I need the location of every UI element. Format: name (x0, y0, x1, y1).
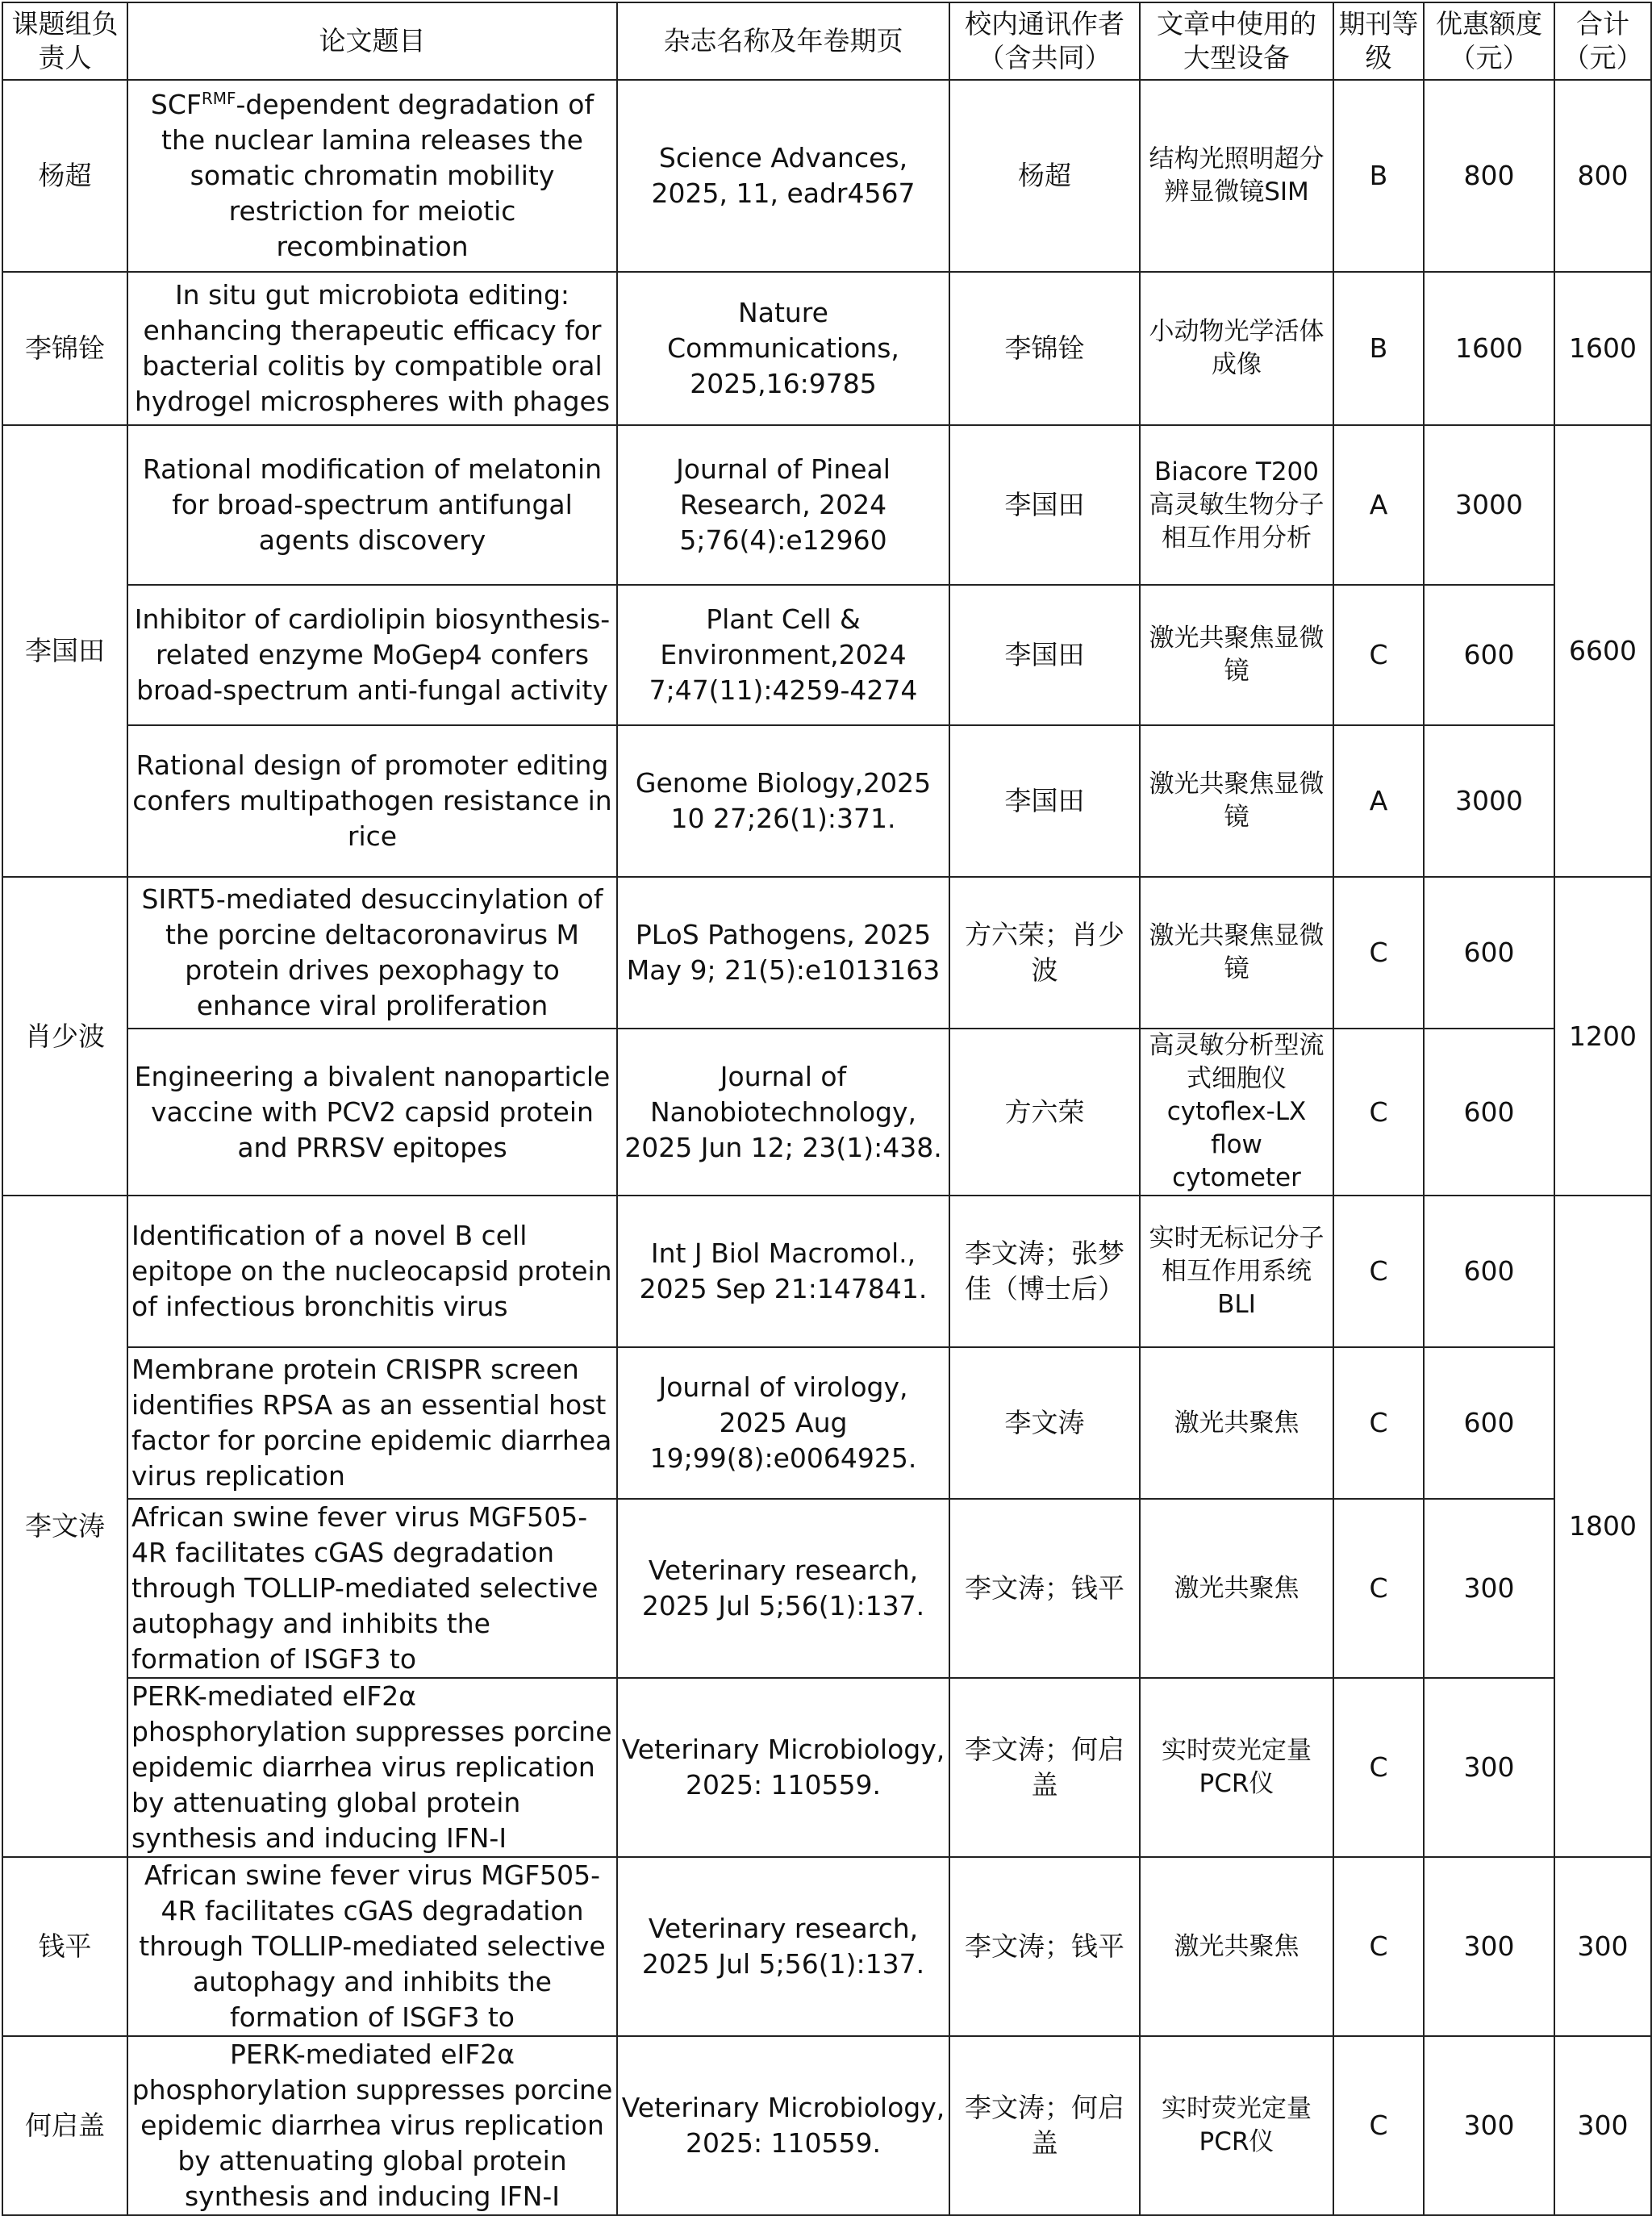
equipment-cell: 激光共聚焦 (1140, 1499, 1333, 1678)
table-row (2, 1678, 1651, 1857)
total-cell: 300 (1554, 2036, 1651, 2215)
leader-cell: 肖少波 (2, 877, 127, 1196)
journal-cell: Nature Communications, 2025,16:9785 (617, 272, 949, 425)
equipment-cell: 实时无标记分子相互作用系统BLI (1140, 1196, 1333, 1347)
header-corresponding: 校内通讯作者（含共同） (949, 2, 1140, 80)
corresponding-cell: 李锦铨 (949, 272, 1140, 425)
equipment-cell: Biacore T200 高灵敏生物分子相互作用分析 (1140, 425, 1333, 585)
table-row (2, 1857, 1651, 2036)
title-cell: Rational modification of melatonin for broad-spectrum antifungal agents discovery (127, 425, 617, 585)
table-row (2, 2036, 1651, 2215)
discount-cell: 600 (1424, 585, 1554, 725)
discount-cell: 300 (1424, 1857, 1554, 2036)
equipment-cell: 结构光照明超分辨显微镜SIM (1140, 80, 1333, 272)
discount-cell: 600 (1424, 1347, 1554, 1499)
equipment-cell: 激光共聚焦显微镜 (1140, 585, 1333, 725)
papers-table (2, 2, 1652, 2216)
header-equipment: 文章中使用的大型设备 (1140, 2, 1333, 80)
equipment-cell: 激光共聚焦显微镜 (1140, 877, 1333, 1029)
total-cell: 1800 (1554, 1196, 1651, 1857)
journal-cell: Journal of virology, 2025 Aug 19;99(8):e0064925. (617, 1347, 949, 1499)
equipment-cell: 高灵敏分析型流式细胞仪cytoflex-LX flow cytometer (1140, 1029, 1333, 1196)
total-cell: 1600 (1554, 272, 1651, 425)
table-row (2, 272, 1651, 425)
discount-cell: 300 (1424, 1678, 1554, 1857)
corresponding-cell: 李文涛；何启盖 (949, 2036, 1140, 2215)
leader-cell: 杨超 (2, 80, 127, 272)
grade-cell: A (1333, 425, 1424, 585)
header-title: 论文题目 (127, 2, 617, 80)
total-cell: 300 (1554, 1857, 1651, 2036)
title-cell: Rational design of promoter editing confers multipathogen resistance in rice (127, 725, 617, 877)
title-cell: Membrane protein CRISPR screen identifies RPSA as an essential host factor for porcine epidemic diarrhea virus replication (127, 1347, 617, 1499)
grade-cell: A (1333, 725, 1424, 877)
table-row (2, 1196, 1651, 1347)
journal-cell: Plant Cell & Environment,2024 7;47(11):4259-4274 (617, 585, 949, 725)
grade-cell: C (1333, 877, 1424, 1029)
equipment-cell: 激光共聚焦显微镜 (1140, 725, 1333, 877)
header-row (2, 2, 1651, 80)
total-cell: 6600 (1554, 425, 1651, 877)
equipment-cell: 激光共聚焦 (1140, 1347, 1333, 1499)
grade-cell: C (1333, 1678, 1424, 1857)
journal-cell: Journal of Nanobiotechnology, 2025 Jun 12; 23(1):438. (617, 1029, 949, 1196)
grade-cell: C (1333, 585, 1424, 725)
corresponding-cell: 李国田 (949, 585, 1140, 725)
grade-cell: C (1333, 2036, 1424, 2215)
discount-cell: 300 (1424, 2036, 1554, 2215)
table-row (2, 877, 1651, 1029)
leader-cell: 李文涛 (2, 1196, 127, 1857)
total-cell: 1200 (1554, 877, 1651, 1196)
equipment-cell: 实时荧光定量PCR仪 (1140, 2036, 1333, 2215)
grade-cell: C (1333, 1029, 1424, 1196)
table-row (2, 80, 1651, 272)
discount-cell: 600 (1424, 877, 1554, 1029)
journal-cell: Veterinary Microbiology, 2025: 110559. (617, 2036, 949, 2215)
title-text: -dependent degradation of the nuclear lamina releases the somatic chromatin mobility restriction for meiotic recombination (161, 89, 594, 262)
title-cell: Engineering a bivalent nanoparticle vaccine with PCV2 capsid protein and PRRSV epitopes (127, 1029, 617, 1196)
journal-cell: PLoS Pathogens, 2025 May 9; 21(5):e1013163 (617, 877, 949, 1029)
journal-cell: Genome Biology,2025 10 27;26(1):371. (617, 725, 949, 877)
journal-cell: Int J Biol Macromol., 2025 Sep 21:147841. (617, 1196, 949, 1347)
journal-cell: Science Advances, 2025, 11, eadr4567 (617, 80, 949, 272)
table-row (2, 585, 1651, 725)
header-total: 合计（元） (1554, 2, 1651, 80)
discount-cell: 600 (1424, 1196, 1554, 1347)
grade-cell: C (1333, 1347, 1424, 1499)
table-row (2, 1347, 1651, 1499)
corresponding-cell: 方六荣 (949, 1029, 1140, 1196)
equipment-cell: 激光共聚焦 (1140, 1857, 1333, 2036)
corresponding-cell: 方六荣；肖少波 (949, 877, 1140, 1029)
header-discount: 优惠额度（元） (1424, 2, 1554, 80)
corresponding-cell: 李文涛；张梦佳（博士后） (949, 1196, 1140, 1347)
table-row (2, 1029, 1651, 1196)
journal-cell: Journal of Pineal Research, 2024 5;76(4):e12960 (617, 425, 949, 585)
discount-cell: 1600 (1424, 272, 1554, 425)
leader-cell: 李国田 (2, 425, 127, 877)
journal-cell: Veterinary research, 2025 Jul 5;56(1):137. (617, 1857, 949, 2036)
header-journal: 杂志名称及年卷期页 (617, 2, 949, 80)
discount-cell: 600 (1424, 1029, 1554, 1196)
title-cell: African swine fever virus MGF505-4R facilitates cGAS degradation through TOLLIP-mediated selective autophagy and inhibits the formation of ISGF3 to (127, 1857, 617, 2036)
corresponding-cell: 李文涛；何启盖 (949, 1678, 1140, 1857)
title-prefix: SCF (150, 89, 202, 120)
title-cell: PERK-mediated eIF2α phosphorylation suppresses porcine epidemic diarrhea virus replication by attenuating global protein synthesis and inducing IFN-I (127, 1678, 617, 1857)
title-cell: SIRT5-mediated desuccinylation of the porcine deltacoronavirus M protein drives pexophagy to enhance viral proliferation (127, 877, 617, 1029)
table-row (2, 425, 1651, 585)
leader-cell: 何启盖 (2, 2036, 127, 2215)
corresponding-cell: 李文涛 (949, 1347, 1140, 1499)
grade-cell: B (1333, 272, 1424, 425)
discount-cell: 3000 (1424, 425, 1554, 585)
title-cell (127, 80, 617, 272)
corresponding-cell: 李国田 (949, 425, 1140, 585)
table-row (2, 1499, 1651, 1678)
discount-cell: 800 (1424, 80, 1554, 272)
grade-cell: C (1333, 1499, 1424, 1678)
title-cell: In situ gut microbiota editing: enhancing therapeutic efficacy for bacterial colitis by compatible oral hydrogel microspheres with phages (127, 272, 617, 425)
header-leader: 课题组负责人 (2, 2, 127, 80)
title-cell: African swine fever virus MGF505-4R facilitates cGAS degradation through TOLLIP-mediated selective autophagy and inhibits the formation of ISGF3 to (127, 1499, 617, 1678)
total-cell: 800 (1554, 80, 1651, 272)
corresponding-cell: 李国田 (949, 725, 1140, 877)
title-superscript: RMF (201, 89, 236, 108)
grade-cell: C (1333, 1857, 1424, 2036)
discount-cell: 300 (1424, 1499, 1554, 1678)
header-grade: 期刊等级 (1333, 2, 1424, 80)
journal-cell: Veterinary Microbiology, 2025: 110559. (617, 1678, 949, 1857)
leader-cell: 钱平 (2, 1857, 127, 2036)
corresponding-cell: 李文涛；钱平 (949, 1499, 1140, 1678)
corresponding-cell: 李文涛；钱平 (949, 1857, 1140, 2036)
equipment-cell: 小动物光学活体成像 (1140, 272, 1333, 425)
table-row (2, 725, 1651, 877)
grade-cell: B (1333, 80, 1424, 272)
discount-cell: 3000 (1424, 725, 1554, 877)
corresponding-cell: 杨超 (949, 80, 1140, 272)
title-cell: Identification of a novel B cell epitope on the nucleocapsid protein of infectious bronchitis virus (127, 1196, 617, 1347)
leader-cell: 李锦铨 (2, 272, 127, 425)
grade-cell: C (1333, 1196, 1424, 1347)
title-cell: PERK-mediated eIF2α phosphorylation suppresses porcine epidemic diarrhea virus replication by attenuating global protein synthesis and inducing IFN-I (127, 2036, 617, 2215)
title-cell: Inhibitor of cardiolipin biosynthesis-related enzyme MoGep4 confers broad-spectrum anti-fungal activity (127, 585, 617, 725)
equipment-cell: 实时荧光定量PCR仪 (1140, 1678, 1333, 1857)
journal-cell: Veterinary research, 2025 Jul 5;56(1):137. (617, 1499, 949, 1678)
